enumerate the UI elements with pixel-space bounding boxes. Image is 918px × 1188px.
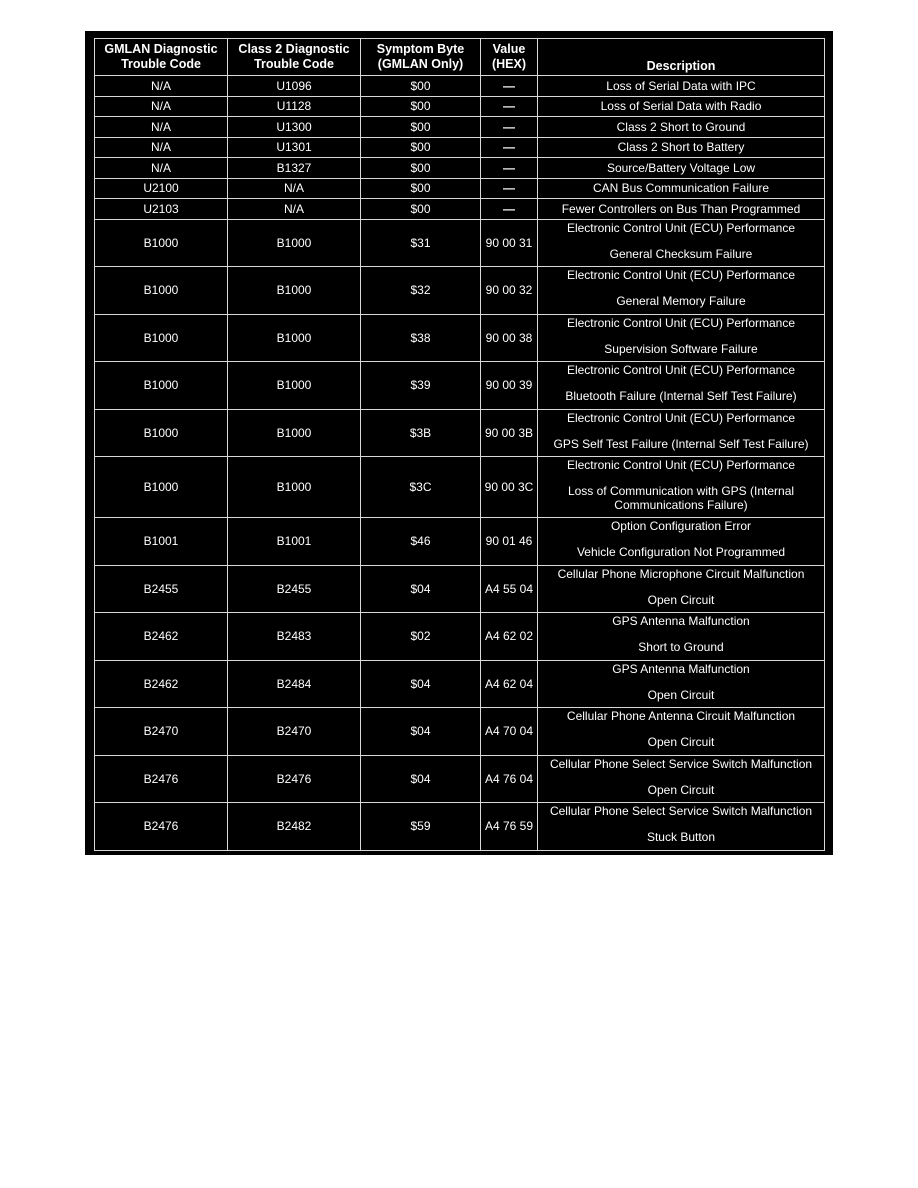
cell-gmlan-code: U2100 xyxy=(95,178,228,199)
cell-symptom-byte: $04 xyxy=(361,755,481,803)
table-row xyxy=(95,96,825,117)
description-main-text: Electronic Control Unit (ECU) Performance xyxy=(566,363,796,377)
description-main-text: GPS Antenna Malfunction xyxy=(612,614,750,628)
description-sub-text: Open Circuit xyxy=(647,735,715,749)
header-value-hex xyxy=(481,39,538,76)
cell-gmlan-code: B1000 xyxy=(95,219,228,267)
cell-description xyxy=(538,219,825,267)
table-header-row xyxy=(95,39,825,76)
header-description-line-1: Description xyxy=(646,59,716,73)
cell-description xyxy=(538,708,825,756)
description-sub-text: Bluetooth Failure (Internal Self Test Failure) xyxy=(565,389,797,403)
cell-class2-code: B1327 xyxy=(228,158,361,179)
cell-value-hex: 90 00 3C xyxy=(481,457,538,518)
cell-gmlan-code: B2462 xyxy=(95,660,228,708)
description-sub-text: GPS Self Test Failure (Internal Self Test Failure) xyxy=(553,436,809,451)
description-main-text: Cellular Phone Antenna Circuit Malfunction xyxy=(566,709,796,723)
cell-description xyxy=(538,660,825,708)
cell-gmlan-code: N/A xyxy=(95,76,228,97)
cell-description: Source/Battery Voltage Low xyxy=(538,158,825,179)
cell-symptom-byte: $04 xyxy=(361,708,481,756)
header-symptom-byte xyxy=(361,39,481,76)
description-main-text: Electronic Control Unit (ECU) Performance xyxy=(566,268,796,282)
cell-value-hex: 90 00 38 xyxy=(481,314,538,362)
cell-description xyxy=(538,565,825,613)
dtc-table xyxy=(94,38,825,851)
description-main-text: Cellular Phone Select Service Switch Malfunction xyxy=(549,804,813,818)
cell-class2-code: B2484 xyxy=(228,660,361,708)
header-symptom-byte-line-2: (GMLAN Only) xyxy=(377,57,464,71)
header-class2-dtc-line-2: Trouble Code xyxy=(254,57,334,71)
cell-value-hex: 90 00 3B xyxy=(481,409,538,457)
cell-gmlan-code: B2470 xyxy=(95,708,228,756)
description-sub-text: Short to Ground xyxy=(638,640,724,654)
cell-description xyxy=(538,613,825,661)
description-main-text: GPS Antenna Malfunction xyxy=(612,661,750,676)
cell-value-hex: A4 55 04 xyxy=(481,565,538,613)
description-main-text: Electronic Control Unit (ECU) Performance xyxy=(566,220,796,235)
cell-class2-code: N/A xyxy=(228,178,361,199)
cell-symptom-byte: $39 xyxy=(361,362,481,410)
cell-symptom-byte: $3C xyxy=(361,457,481,518)
cell-gmlan-code: B2462 xyxy=(95,613,228,661)
table-row xyxy=(95,76,825,97)
table-row xyxy=(95,708,825,756)
table-row xyxy=(95,409,825,457)
cell-gmlan-code: U2103 xyxy=(95,199,228,220)
dtc-table-frame xyxy=(85,31,833,855)
cell-class2-code: B1000 xyxy=(228,457,361,518)
cell-gmlan-code: B1000 xyxy=(95,457,228,518)
header-class2-dtc-line-1: Class 2 Diagnostic xyxy=(238,42,350,56)
cell-class2-code: B1000 xyxy=(228,314,361,362)
cell-class2-code: B2483 xyxy=(228,613,361,661)
cell-value-hex: — xyxy=(481,178,538,199)
description-sub-text: Open Circuit xyxy=(647,782,715,797)
cell-description xyxy=(538,457,825,518)
cell-class2-code: B1000 xyxy=(228,267,361,315)
table-row xyxy=(95,613,825,661)
cell-symptom-byte: $00 xyxy=(361,96,481,117)
table-row xyxy=(95,457,825,518)
header-gmlan-dtc xyxy=(95,39,228,76)
cell-class2-code: U1300 xyxy=(228,117,361,138)
cell-value-hex: 90 00 39 xyxy=(481,362,538,410)
cell-description: Fewer Controllers on Bus Than Programmed xyxy=(538,199,825,220)
header-description xyxy=(538,39,825,76)
header-class2-dtc xyxy=(228,39,361,76)
cell-gmlan-code: B1000 xyxy=(95,362,228,410)
cell-value-hex: 90 00 32 xyxy=(481,267,538,315)
cell-gmlan-code: N/A xyxy=(95,158,228,179)
cell-class2-code: B1000 xyxy=(228,362,361,410)
cell-description: Loss of Serial Data with IPC xyxy=(538,76,825,97)
description-sub-text: Loss of Communication with GPS (Internal Communications Failure) xyxy=(567,484,795,512)
cell-class2-code: B1000 xyxy=(228,409,361,457)
description-sub-text: General Memory Failure xyxy=(616,294,746,308)
cell-symptom-byte: $04 xyxy=(361,565,481,613)
table-row xyxy=(95,660,825,708)
header-gmlan-dtc-line-2: Trouble Code xyxy=(121,57,201,71)
cell-gmlan-code: B2476 xyxy=(95,755,228,803)
cell-symptom-byte: $38 xyxy=(361,314,481,362)
description-sub-text: Supervision Software Failure xyxy=(604,341,758,356)
cell-class2-code: B2470 xyxy=(228,708,361,756)
cell-description: CAN Bus Communication Failure xyxy=(538,178,825,199)
cell-gmlan-code: B2455 xyxy=(95,565,228,613)
cell-symptom-byte: $04 xyxy=(361,660,481,708)
cell-value-hex: — xyxy=(481,158,538,179)
table-row xyxy=(95,137,825,158)
cell-symptom-byte: $32 xyxy=(361,267,481,315)
cell-symptom-byte: $3B xyxy=(361,409,481,457)
description-main-text: Electronic Control Unit (ECU) Performance xyxy=(566,458,796,472)
cell-value-hex: A4 76 59 xyxy=(481,803,538,851)
cell-gmlan-code: N/A xyxy=(95,96,228,117)
table-row xyxy=(95,803,825,851)
cell-description: Loss of Serial Data with Radio xyxy=(538,96,825,117)
description-sub-text: Stuck Button xyxy=(646,830,716,844)
cell-symptom-byte: $02 xyxy=(361,613,481,661)
cell-description xyxy=(538,518,825,566)
cell-symptom-byte: $31 xyxy=(361,219,481,267)
cell-value-hex: A4 76 04 xyxy=(481,755,538,803)
cell-gmlan-code: B1000 xyxy=(95,409,228,457)
header-value-hex-line-1: Value xyxy=(492,42,526,56)
table-row xyxy=(95,199,825,220)
cell-value-hex: — xyxy=(481,96,538,117)
description-sub-text: Open Circuit xyxy=(647,592,715,607)
cell-gmlan-code: B1000 xyxy=(95,314,228,362)
cell-value-hex: 90 00 31 xyxy=(481,219,538,267)
table-row xyxy=(95,117,825,138)
description-main-text: Electronic Control Unit (ECU) Performance xyxy=(566,410,796,425)
description-main-text: Option Configuration Error xyxy=(610,519,752,533)
cell-value-hex: — xyxy=(481,137,538,158)
table-row xyxy=(95,158,825,179)
header-symptom-byte-line-1: Symptom Byte xyxy=(376,42,465,56)
cell-description xyxy=(538,362,825,410)
description-sub-text: Vehicle Configuration Not Programmed xyxy=(576,545,786,559)
cell-value-hex: — xyxy=(481,199,538,220)
table-row xyxy=(95,314,825,362)
cell-class2-code: B1000 xyxy=(228,219,361,267)
cell-value-hex: A4 62 04 xyxy=(481,660,538,708)
cell-gmlan-code: B2476 xyxy=(95,803,228,851)
table-row xyxy=(95,267,825,315)
cell-description: Class 2 Short to Ground xyxy=(538,117,825,138)
cell-description xyxy=(538,755,825,803)
cell-description: Class 2 Short to Battery xyxy=(538,137,825,158)
description-main-text: Cellular Phone Microphone Circuit Malfunction xyxy=(557,566,805,581)
cell-description xyxy=(538,803,825,851)
table-row xyxy=(95,219,825,267)
cell-class2-code: B2455 xyxy=(228,565,361,613)
table-row xyxy=(95,518,825,566)
cell-value-hex: 90 01 46 xyxy=(481,518,538,566)
cell-class2-code: U1096 xyxy=(228,76,361,97)
cell-value-hex: A4 62 02 xyxy=(481,613,538,661)
header-value-hex-line-2: (HEX) xyxy=(491,57,527,71)
cell-class2-code: B1001 xyxy=(228,518,361,566)
cell-class2-code: B2476 xyxy=(228,755,361,803)
cell-class2-code: B2482 xyxy=(228,803,361,851)
cell-description xyxy=(538,314,825,362)
table-row xyxy=(95,178,825,199)
cell-gmlan-code: N/A xyxy=(95,117,228,138)
cell-symptom-byte: $59 xyxy=(361,803,481,851)
cell-symptom-byte: $00 xyxy=(361,158,481,179)
cell-symptom-byte: $00 xyxy=(361,199,481,220)
cell-class2-code: N/A xyxy=(228,199,361,220)
cell-description xyxy=(538,409,825,457)
cell-symptom-byte: $00 xyxy=(361,117,481,138)
cell-value-hex: — xyxy=(481,76,538,97)
header-gmlan-dtc-line-1: GMLAN Diagnostic xyxy=(104,42,218,56)
description-sub-text: Open Circuit xyxy=(647,687,715,702)
description-main-text: Electronic Control Unit (ECU) Performance xyxy=(566,315,796,330)
cell-class2-code: U1128 xyxy=(228,96,361,117)
table-row xyxy=(95,755,825,803)
description-main-text: Cellular Phone Select Service Switch Malfunction xyxy=(549,756,813,771)
table-row xyxy=(95,362,825,410)
cell-gmlan-code: N/A xyxy=(95,137,228,158)
cell-value-hex: A4 70 04 xyxy=(481,708,538,756)
cell-gmlan-code: B1000 xyxy=(95,267,228,315)
cell-symptom-byte: $00 xyxy=(361,137,481,158)
description-sub-text: General Checksum Failure xyxy=(609,246,753,261)
cell-gmlan-code: B1001 xyxy=(95,518,228,566)
cell-value-hex: — xyxy=(481,117,538,138)
table-row xyxy=(95,565,825,613)
cell-class2-code: U1301 xyxy=(228,137,361,158)
cell-symptom-byte: $00 xyxy=(361,76,481,97)
table-body xyxy=(95,76,825,851)
cell-symptom-byte: $46 xyxy=(361,518,481,566)
cell-symptom-byte: $00 xyxy=(361,178,481,199)
cell-description xyxy=(538,267,825,315)
